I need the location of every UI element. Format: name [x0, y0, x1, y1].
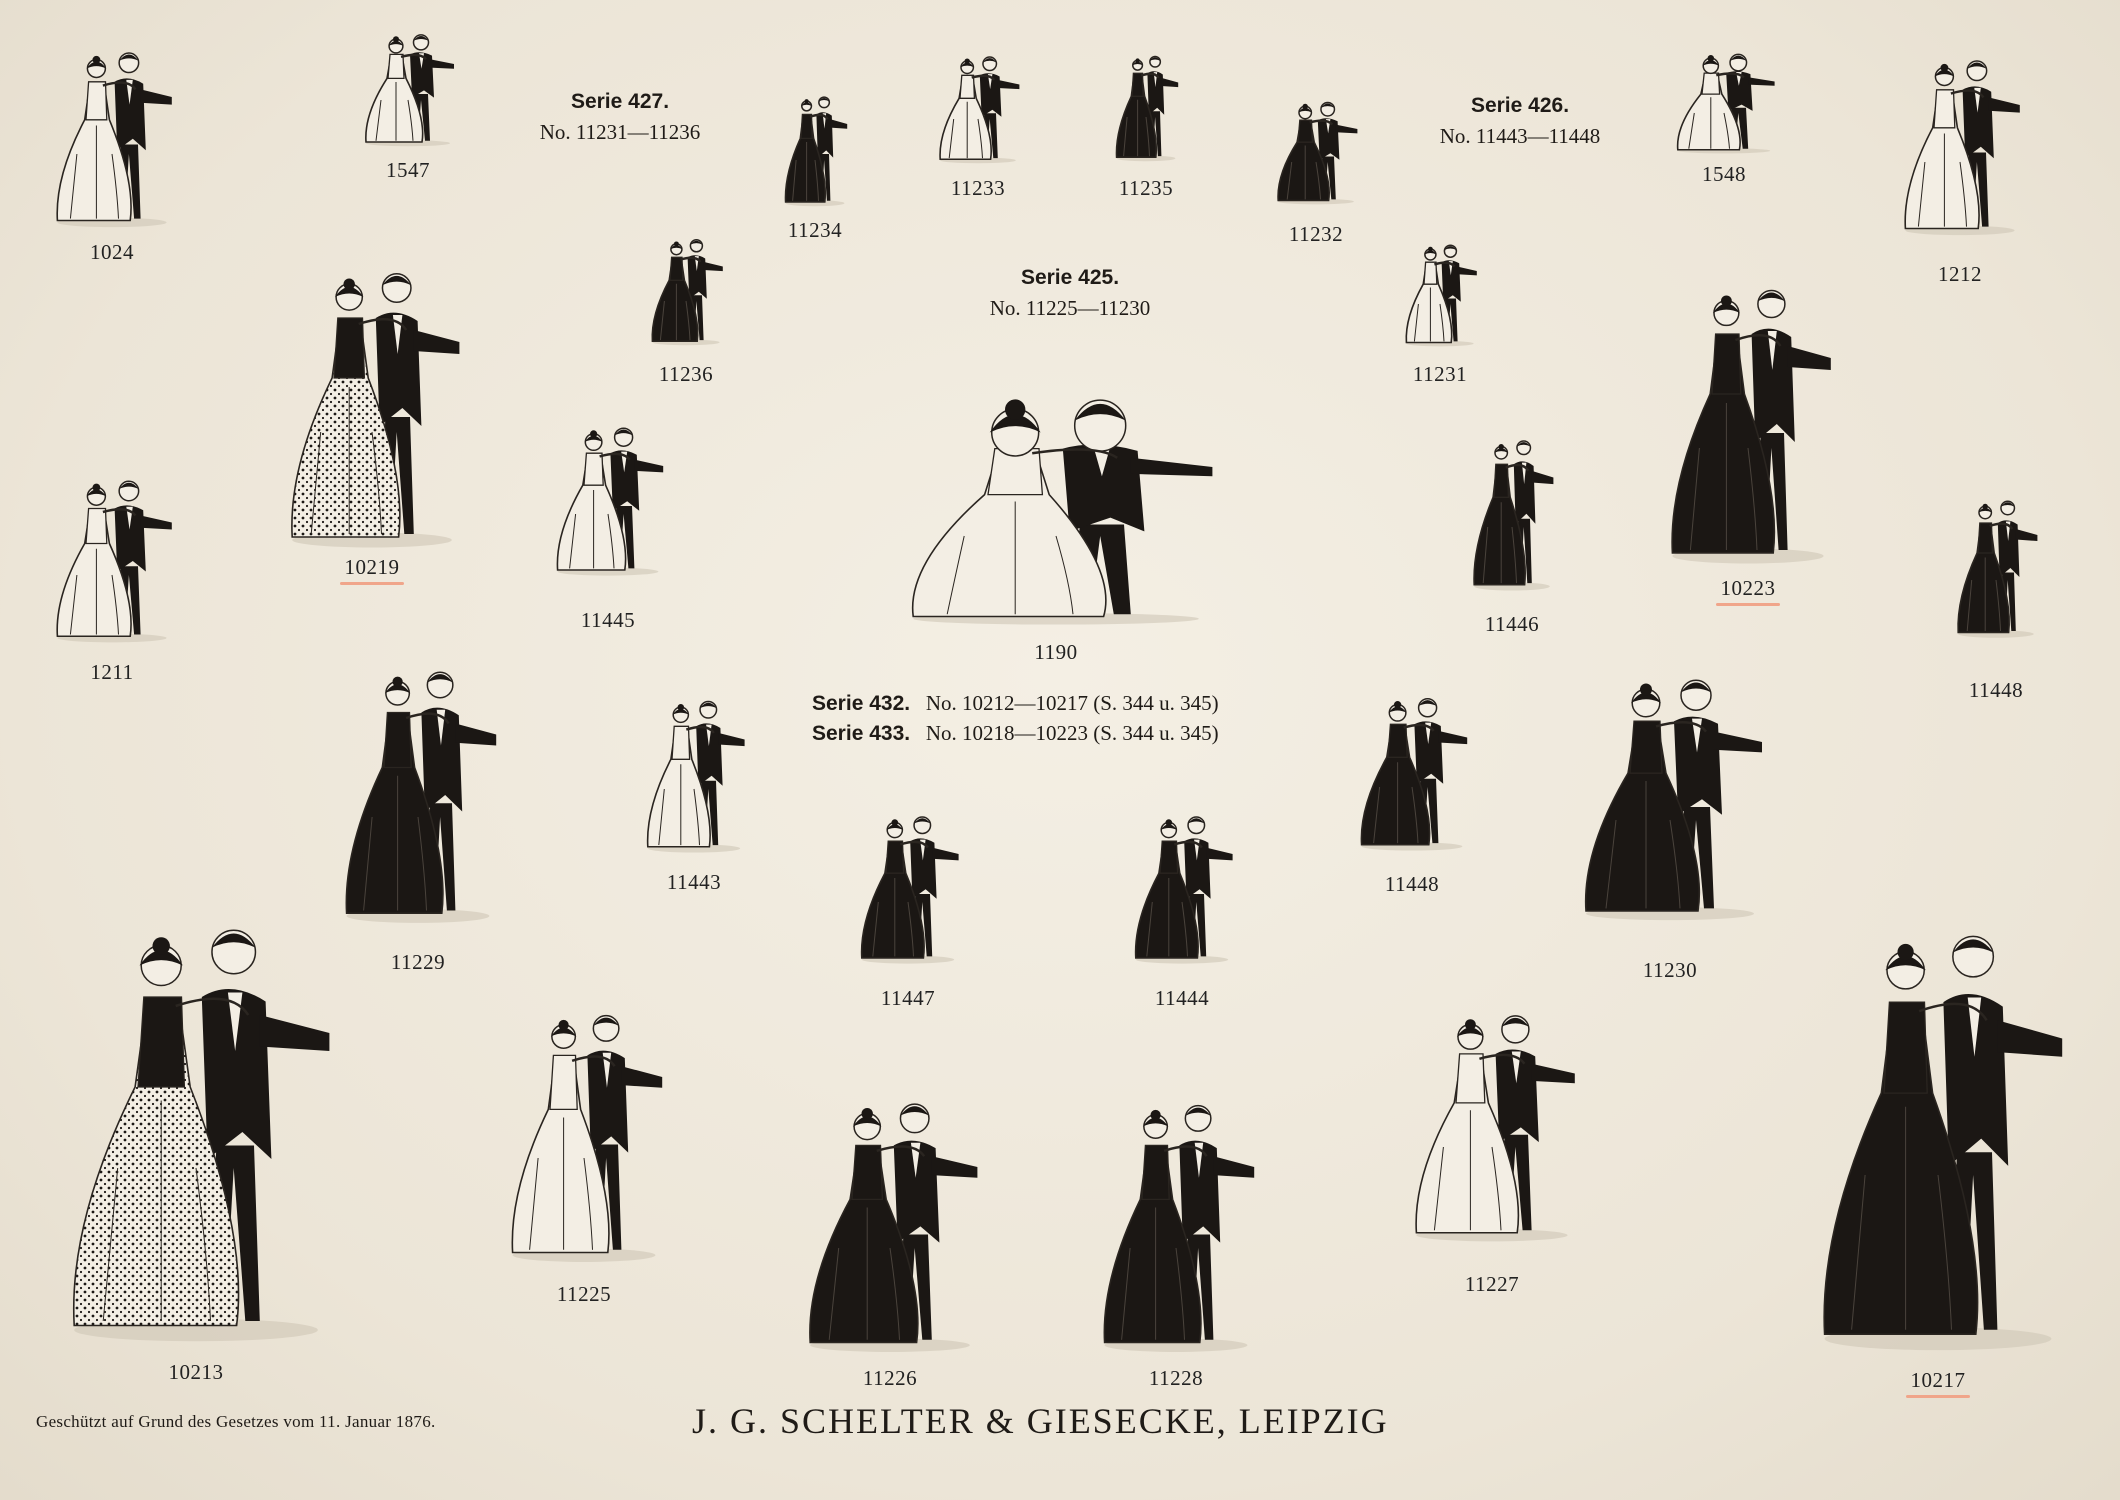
- figure-number: 11447: [880, 986, 936, 1010]
- dancing-couple-illustration: [639, 690, 749, 855]
- figure-number: 11229: [390, 950, 446, 974]
- dancing-couple-illustration: [1669, 50, 1779, 155]
- dancing-couple-illustration: [1803, 902, 2073, 1357]
- dancing-couple-illustration: [47, 40, 177, 230]
- series-427-range: No. 11231—11236: [539, 120, 701, 144]
- figure-number: 11232: [1288, 222, 1344, 246]
- figure-number: 11231: [1412, 362, 1468, 386]
- figure-number-underline: [1906, 1395, 1970, 1398]
- figure-number: 11445: [580, 608, 636, 632]
- dancing-couple-illustration: [646, 232, 726, 347]
- figure-number: 11225: [556, 1282, 612, 1306]
- series-427-title: Serie 427.: [570, 90, 670, 113]
- dancing-couple-illustration: [1895, 48, 2025, 238]
- dancing-couple-illustration: [1127, 806, 1237, 966]
- figure-number: 11235: [1118, 176, 1174, 200]
- figure-number: 11446: [1484, 612, 1540, 636]
- figure-number: 11230: [1642, 958, 1698, 982]
- dancing-couple-illustration: [51, 898, 341, 1348]
- dancing-couple-illustration: [1271, 96, 1361, 206]
- dancing-couple-illustration: [47, 470, 177, 645]
- dancing-couple-illustration: [499, 996, 669, 1266]
- series-426-title: Serie 426.: [1470, 94, 1570, 117]
- dancing-couple-illustration: [1570, 664, 1770, 924]
- dancing-couple-illustration: [277, 252, 467, 552]
- figure-number: 10223: [1720, 576, 1776, 600]
- figure-number: 1548: [1702, 162, 1746, 186]
- dancing-couple-illustration: [1402, 1000, 1582, 1245]
- figure-number: 10217: [1910, 1368, 1966, 1392]
- series-432-range: No. 10212—10217 (S. 344 u. 345): [925, 691, 1219, 715]
- series-426-range: No. 11443—11448: [1439, 124, 1601, 148]
- series-425-title: Serie 425.: [1020, 266, 1120, 289]
- dancing-couple-illustration: [886, 398, 1226, 628]
- dancing-couple-illustration: [1658, 268, 1838, 568]
- dancing-couple-illustration: [1352, 688, 1472, 853]
- figure-number: 11448: [1968, 678, 2024, 702]
- figure-number: 11448: [1384, 872, 1440, 896]
- dancing-couple-illustration: [1091, 1086, 1261, 1356]
- figure-number: 11233: [950, 176, 1006, 200]
- dancing-couple-illustration: [780, 88, 850, 208]
- figure-number: 11228: [1148, 1366, 1204, 1390]
- dancing-couple-illustration: [1951, 490, 2041, 640]
- figure-number: 11443: [666, 870, 722, 894]
- dancing-couple-illustration: [358, 28, 458, 148]
- copyright-notice: Geschützt auf Grund des Gesetzes vom 11. Januar 1876.: [36, 1412, 436, 1431]
- series-427-heading: [520, 86, 720, 147]
- figure-number-underline: [340, 582, 404, 585]
- dancing-couple-illustration: [1400, 238, 1480, 348]
- figure-number: 1547: [386, 158, 430, 182]
- series-433-row: [812, 718, 1219, 749]
- series-425-range: No. 11225—11230: [989, 296, 1151, 320]
- series-433-title: Serie 433.: [812, 722, 911, 745]
- figure-number: 1211: [90, 660, 134, 684]
- figure-number: 10213: [168, 1360, 224, 1384]
- series-433-range: No. 10218—10223 (S. 344 u. 345): [925, 721, 1219, 745]
- dancing-couple-illustration: [795, 1086, 985, 1356]
- figure-number-underline: [1716, 603, 1780, 606]
- dancing-couple-illustration: [853, 806, 963, 966]
- figure-number: 11226: [862, 1366, 918, 1390]
- publisher-name: J. G. SCHELTER & GIESECKE, LEIPZIG: [692, 1401, 1389, 1441]
- figure-number: 1212: [1938, 262, 1982, 286]
- figure-number: 1024: [90, 240, 134, 264]
- dancing-couple-illustration: [1111, 48, 1181, 163]
- dancing-couple-illustration: [1467, 428, 1557, 593]
- figure-number: 10219: [344, 555, 400, 579]
- figure-number: 11227: [1464, 1272, 1520, 1296]
- dancing-couple-illustration: [933, 50, 1023, 165]
- figure-number: 1190: [1034, 640, 1078, 664]
- series-432-title: Serie 432.: [812, 692, 911, 715]
- series-426-heading: [1400, 90, 1640, 151]
- figure-number: 11444: [1154, 986, 1210, 1010]
- dancing-couple-illustration: [548, 418, 668, 578]
- series-425-heading: [960, 262, 1180, 323]
- figure-number: 11234: [787, 218, 843, 242]
- series-432-row: [812, 688, 1219, 719]
- figure-number: 11236: [658, 362, 714, 386]
- dancing-couple-illustration: [333, 652, 503, 927]
